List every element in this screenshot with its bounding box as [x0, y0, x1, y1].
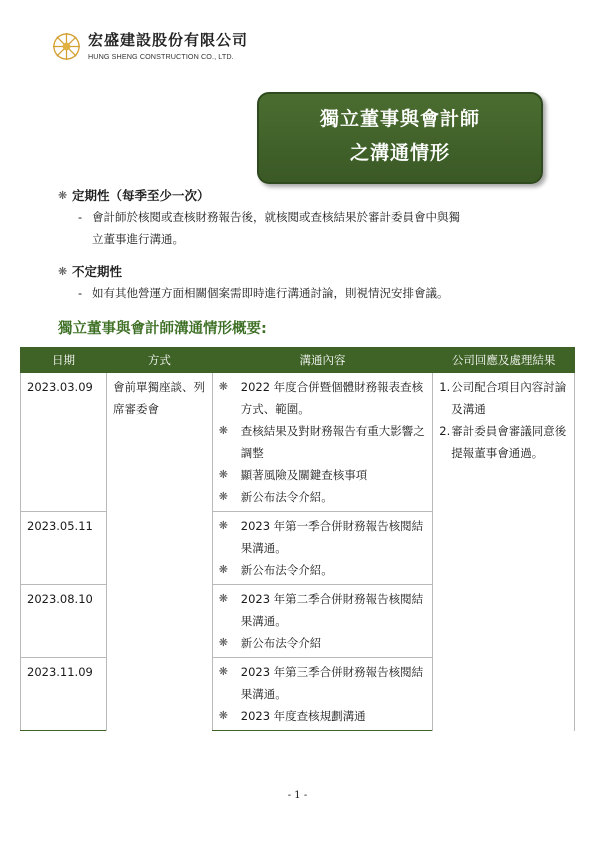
company-name-zh: 宏盛建設股份有限公司 [88, 31, 249, 49]
page-title-line1: 獨立董事與會計師 [319, 108, 480, 130]
row-date: 2023.03.09 [21, 373, 107, 512]
summary-title: 獨立董事與會計師溝通情形概要: [58, 321, 267, 337]
section-body: 立董事進行溝通。 [92, 232, 184, 246]
company-logo [51, 31, 248, 62]
page-title-box [257, 92, 543, 184]
snowflake-bullet-icon: ❋ [218, 468, 228, 481]
column-header-method: 方式 [106, 348, 212, 373]
column-header-result: 公司回應及處理結果 [433, 348, 575, 373]
row-date: 2023.11.09 [21, 658, 107, 731]
section-heading: 不定期性 [72, 264, 123, 279]
snowflake-bullet-icon: ❋ [58, 264, 68, 278]
content-item: 2023 年第一季合併財務報告核閱結果溝通。 [240, 519, 424, 555]
section-body: 會計師於核閱或查核財務報告後，就核閱或查核結果於審計委員會中與獨 [92, 210, 460, 224]
section-heading: 定期性（每季至少一次） [72, 188, 210, 203]
result-item: 審計委員會審議同意後提報董事會通過。 [451, 424, 567, 460]
table-header-row [21, 348, 575, 373]
result-item: 公司配合項目內容討論及溝通 [451, 380, 567, 416]
content-item: 新公布法令介紹 [240, 636, 322, 650]
company-name-en: HUNG SHENG CONSTRUCTION CO., LTD. [88, 52, 234, 61]
row-content [212, 585, 433, 658]
snowflake-bullet-icon: ❋ [218, 665, 228, 678]
snowflake-bullet-icon: ❋ [218, 519, 228, 532]
company-logo-icon [51, 31, 82, 62]
content-item: 2023 年第二季合併財務報告核閱結果溝通。 [240, 592, 424, 628]
content-item: 2023 年度查核規劃溝通 [240, 709, 366, 723]
snowflake-bullet-icon: ❋ [218, 709, 228, 722]
communication-table [20, 347, 575, 731]
snowflake-bullet-icon: ❋ [218, 490, 228, 503]
page-title-line2: 之溝通情形 [349, 142, 450, 164]
snowflake-bullet-icon: ❋ [218, 380, 228, 393]
section-irregular: ❋ 不定期性 - 如有其他營運方面相關個案需即時進行溝通討論，則視情況安排會議。 [58, 264, 449, 300]
row-content [212, 373, 433, 512]
content-item: 新公布法令介紹。 [240, 563, 333, 577]
content-item: 2023 年第三季合併財務報告核閱結果溝通。 [240, 665, 424, 701]
snowflake-bullet-icon: ❋ [58, 188, 68, 202]
column-header-content: 溝通內容 [212, 348, 433, 373]
section-periodic: ❋ 定期性（每季至少一次） - 會計師於核閱或查核財務報告後，就核閱或查核結果於審計委員會中與獨 立董事進行溝通。 [58, 188, 460, 246]
row-date: 2023.05.11 [21, 512, 107, 585]
content-item: 2022 年度合併暨個體財務報表查核方式、範圍。 [240, 380, 424, 416]
snowflake-bullet-icon: ❋ [218, 424, 228, 437]
content-item: 查核結果及對財務報告有重大影響之調整 [240, 424, 425, 460]
row-method: 會前單獨座談、列席審委會 [106, 373, 212, 731]
row-result: 1. 公司配合項目內容討論及溝通 2. 審計委員會審議同意後提報董事會通過。 [433, 373, 575, 731]
snowflake-bullet-icon: ❋ [218, 592, 228, 605]
snowflake-bullet-icon: ❋ [218, 563, 228, 576]
row-date: 2023.08.10 [21, 585, 107, 658]
page-number: - 1 - [287, 790, 308, 801]
section-body: 如有其他營運方面相關個案需即時進行溝通討論，則視情況安排會議。 [92, 286, 449, 300]
row-content [212, 512, 433, 585]
snowflake-bullet-icon: ❋ [218, 636, 228, 649]
row-content [212, 658, 433, 731]
content-item: 顯著風險及關鍵查核事項 [240, 468, 368, 482]
table-row [21, 373, 575, 512]
column-header-date: 日期 [21, 348, 107, 373]
content-item: 新公布法令介紹。 [240, 490, 333, 504]
